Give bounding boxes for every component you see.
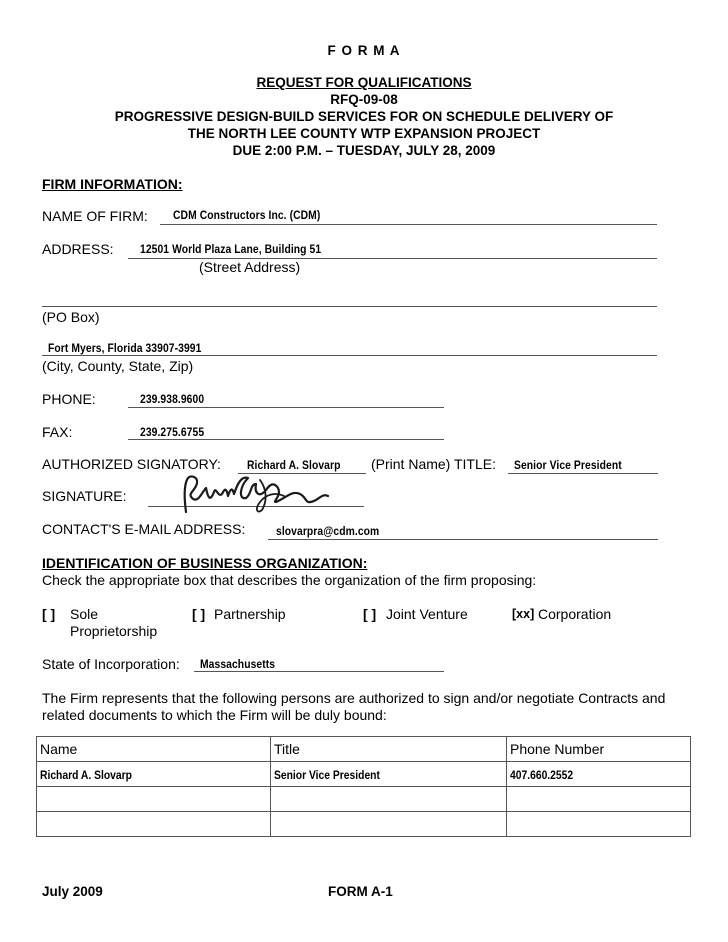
column-header-title: Title [271,737,507,762]
phone-value[interactable]: 239.938.9600 [140,392,205,406]
email-label: CONTACT'S E-MAIL ADDRESS: [42,521,246,537]
footer-page-label: FORM A-1 [328,884,393,899]
fax-line [128,439,444,440]
table-cell-title[interactable] [271,812,507,837]
handwritten-signature [176,472,336,520]
firm-name-line [160,224,657,225]
street-address-caption: (Street Address) [199,259,301,275]
state-incorporation-value[interactable]: Massachusetts [200,657,276,671]
firm-name-value[interactable]: CDM Constructors Inc. (CDM) [173,208,321,222]
print-title-label: (Print Name) TITLE: [371,456,496,472]
table-cell-title[interactable] [271,787,507,812]
rfq-number: RFQ-09-08 [330,92,398,107]
cell-value: 407.660.2552 [510,768,574,782]
option-sole-label: Sole [70,606,99,622]
footer-date: July 2009 [42,884,103,899]
po-box-caption: (PO Box) [42,309,100,325]
business-org-heading: IDENTIFICATION OF BUSINESS ORGANIZATION: [42,555,368,571]
address-value[interactable]: 12501 World Plaza Lane, Building 51 [140,242,322,256]
checkbox-corporation[interactable]: [xx] [512,607,535,621]
city-line [42,355,657,356]
checkbox-sole[interactable]: [ ] [42,606,56,622]
city-value[interactable]: Fort Myers, Florida 33907-3991 [48,341,202,355]
table-cell-phone[interactable] [507,787,691,812]
column-header-phone: Phone Number [507,737,691,762]
option-corporation-label: Corporation [538,606,612,622]
title-value[interactable]: Senior Vice President [514,458,622,472]
state-incorporation-line [194,671,444,672]
phone-label: PHONE: [42,391,96,407]
email-value[interactable]: slovarpra@cdm.com [276,524,380,538]
table-header-row [37,737,691,762]
firm-name-label: NAME OF FIRM: [42,208,148,224]
firm-info-heading: FIRM INFORMATION: [42,176,183,192]
option-joint-venture-label: Joint Venture [386,606,468,622]
fax-value[interactable]: 239.275.6755 [140,425,205,439]
option-sole-label-line2: Proprietorship [70,623,158,639]
title-line [508,473,658,474]
checkbox-partnership[interactable]: [ ] [192,606,206,622]
po-box-line [42,306,657,307]
subtitle-line2: THE NORTH LEE COUNTY WTP EXPANSION PROJECT [187,126,541,141]
due-date: DUE 2:00 P.M. – TUESDAY, JULY 28, 2009 [232,143,496,158]
table-cell-title[interactable] [271,762,507,787]
table-cell-name[interactable] [37,812,271,837]
table-cell-name[interactable] [37,762,271,787]
column-header-name: Name [37,737,271,762]
email-line [268,539,658,540]
option-partnership-label: Partnership [214,606,286,622]
cell-value: Richard A. Slovarp [40,768,132,782]
signatory-value[interactable]: Richard A. Slovarp [247,458,341,472]
table-row [37,812,691,837]
subtitle-line1: PROGRESSIVE DESIGN-BUILD SERVICES FOR ON SCHEDULE DELIVERY OF [114,109,614,124]
signature-label: SIGNATURE: [42,488,127,504]
state-incorporation-label: State of Incorporation: [42,656,180,672]
table-row [37,762,691,787]
signatory-label: AUTHORIZED SIGNATORY: [42,456,221,472]
business-org-instruction: Check the appropriate box that describes the organization of the firm proposing: [42,572,537,588]
authorized-persons-table [36,736,691,837]
fax-label: FAX: [42,424,73,440]
form-title: F O R M A [327,43,401,58]
table-cell-name[interactable] [37,787,271,812]
city-caption: (City, County, State, Zip) [42,358,194,374]
checkbox-joint-venture[interactable]: [ ] [363,606,377,622]
address-label: ADDRESS: [42,241,114,257]
table-row [37,787,691,812]
authorization-text-line2: related documents to which the Firm will be duly bound: [42,707,387,723]
phone-line [128,407,444,408]
table-cell-phone[interactable] [507,812,691,837]
authorization-text-line1: The Firm represents that the following persons are authorized to sign and/or negotiate Contracts and [42,690,666,706]
cell-value: Senior Vice President [274,768,380,782]
table-cell-phone[interactable] [507,762,691,787]
rfq-title: REQUEST FOR QUALIFICATIONS [256,75,472,90]
